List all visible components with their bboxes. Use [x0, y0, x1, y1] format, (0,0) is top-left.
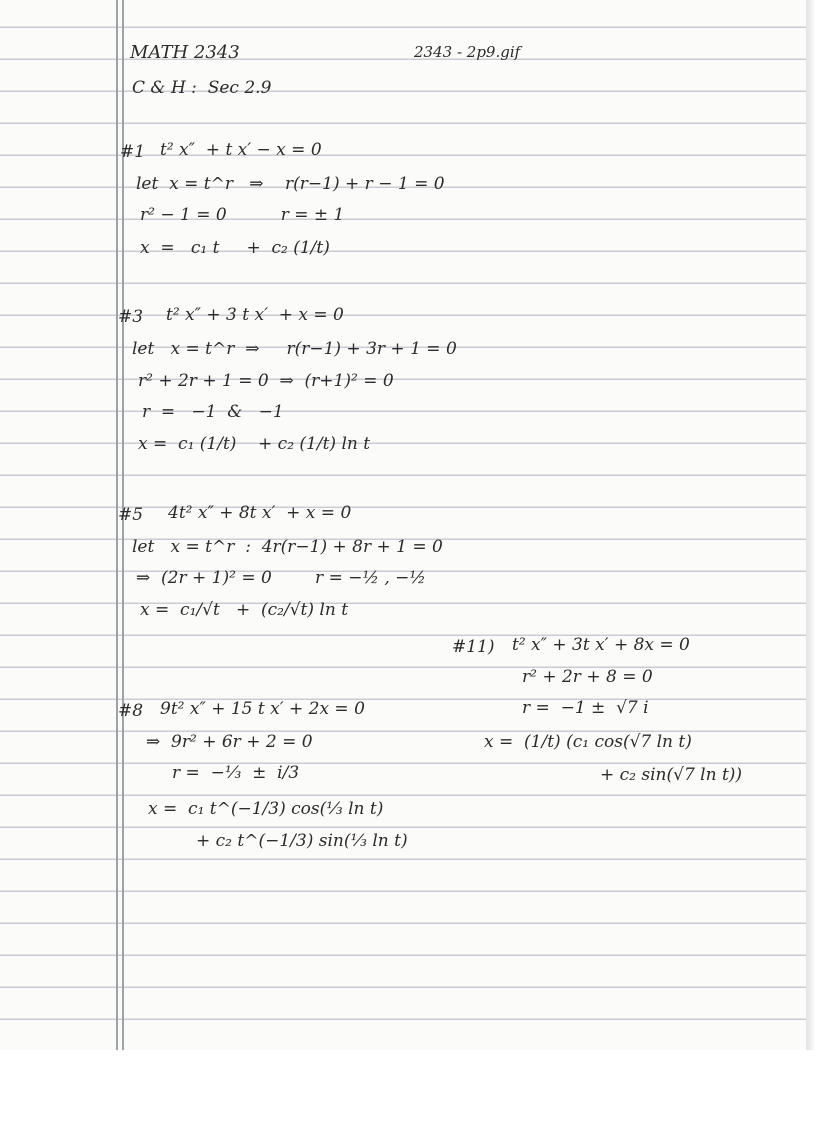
problem-8-line: x = c₁ t^(−1/3) cos(⅓ ln t): [148, 799, 384, 819]
problem-11-line: r = −1 ± √7 i: [522, 698, 649, 718]
problem-11-line: r² + 2r + 8 = 0: [522, 667, 653, 687]
problem-5-line: let x = t^r : 4r(r−1) + 8r + 1 = 0: [132, 537, 443, 557]
problem-5-line: ⇒ (2r + 1)² = 0 r = −½ , −½: [136, 568, 426, 588]
problem-1-line: x = c₁ t + c₂ (1/t): [140, 238, 330, 258]
problem-8-line: r = −⅓ ± i/3: [172, 763, 300, 783]
problem-5-line: x = c₁/√t + (c₂/√t) ln t: [140, 600, 349, 620]
problem-1-equation: t² x″ + t x′ − x = 0: [160, 140, 322, 160]
margin-line-left: [116, 0, 118, 1050]
problem-8-line: ⇒ 9r² + 6r + 2 = 0: [146, 732, 313, 752]
problem-8-label: #8: [118, 701, 144, 721]
problem-5-equation: 4t² x″ + 8t x′ + x = 0: [168, 503, 352, 523]
problem-1-line: r² − 1 = 0 r = ± 1: [140, 205, 345, 225]
problem-3-line: x = c₁ (1/t) + c₂ (1/t) ln t: [138, 434, 371, 454]
problem-3-label: #3: [118, 307, 144, 327]
course-title: MATH 2343: [130, 42, 240, 63]
section-label: C & H : Sec 2.9: [132, 78, 272, 98]
problem-8-line: + c₂ t^(−1/3) sin(⅓ ln t): [196, 831, 408, 851]
page-edge-shadow: [806, 0, 814, 1050]
problem-3-equation: t² x″ + 3 t x′ + x = 0: [166, 305, 344, 325]
problem-11-equation: t² x″ + 3t x′ + 8x = 0: [512, 635, 690, 655]
problem-5-label: #5: [118, 505, 144, 525]
file-name: 2343 - 2p9.gif: [414, 43, 521, 61]
problem-11-label: #11): [452, 637, 495, 657]
problem-3-line: let x = t^r ⇒ r(r−1) + 3r + 1 = 0: [132, 339, 457, 359]
problem-1-line: let x = t^r ⇒ r(r−1) + r − 1 = 0: [136, 174, 445, 194]
problem-8-equation: 9t² x″ + 15 t x′ + 2x = 0: [160, 699, 365, 719]
problem-11-line: + c₂ sin(√7 ln t)): [600, 765, 743, 785]
problem-3-line: r² + 2r + 1 = 0 ⇒ (r+1)² = 0: [138, 371, 394, 391]
problem-11-line: x = (1/t) (c₁ cos(√7 ln t): [484, 732, 692, 752]
problem-3-line: r = −1 & −1: [142, 402, 284, 422]
problem-1-label: #1: [120, 142, 146, 162]
